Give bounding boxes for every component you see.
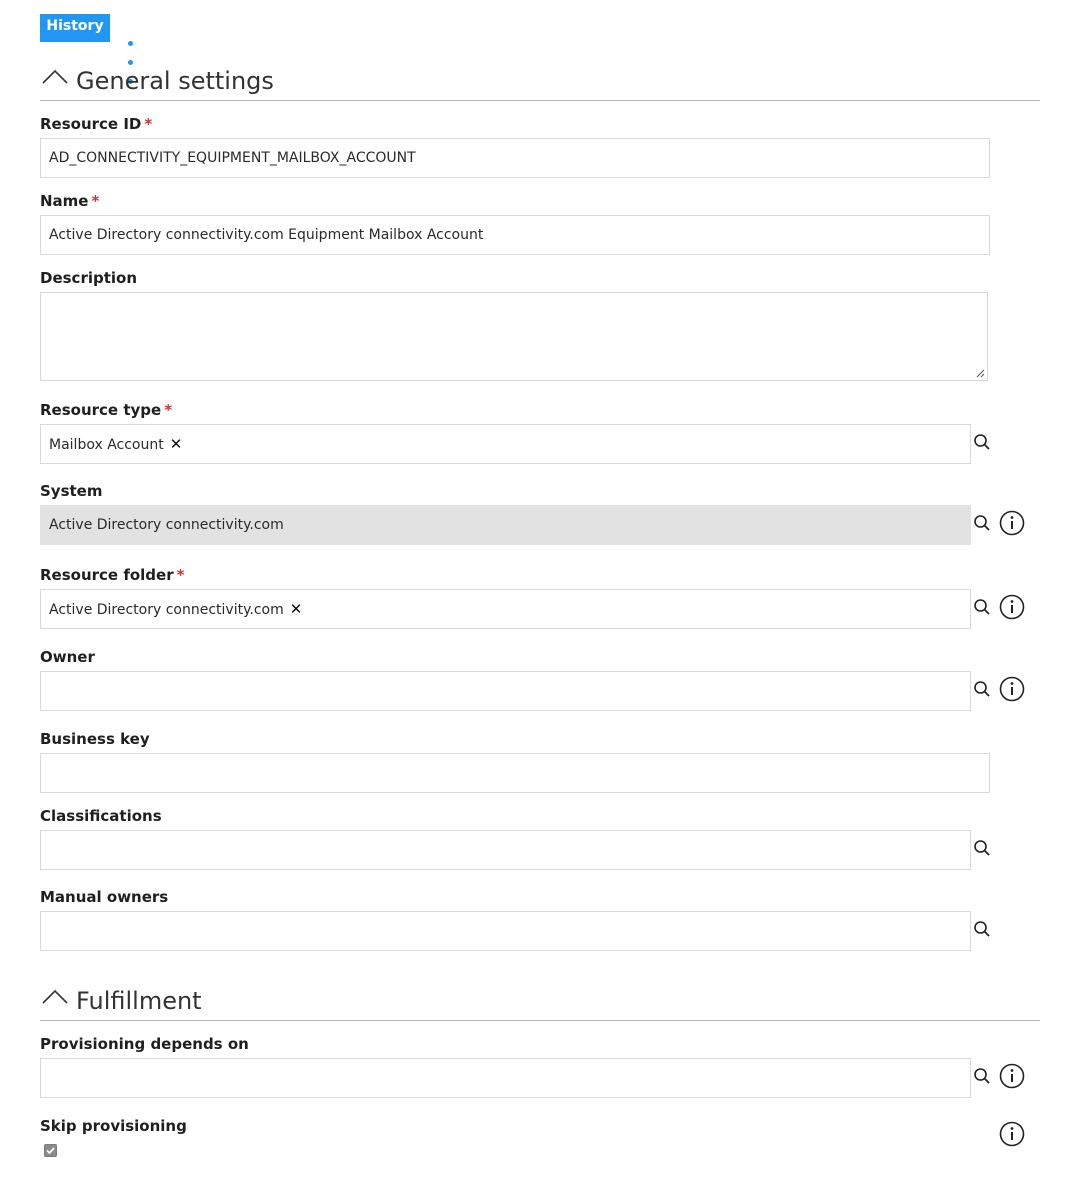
section-fulfillment (40, 986, 1040, 1021)
resource-type-chip: Mailbox Account (49, 437, 164, 453)
manual-owners-label: Manual owners (40, 888, 169, 906)
owner-label: Owner (40, 648, 95, 666)
resource-folder-chip: Active Directory connectivity.com (49, 602, 284, 618)
section-title: General settings (76, 67, 274, 95)
classifications-label: Classifications (40, 807, 162, 825)
required-marker: * (144, 115, 153, 133)
search-icon[interactable] (973, 433, 991, 451)
section-general-settings (40, 66, 1040, 101)
info-icon[interactable] (999, 1121, 1025, 1147)
resource-id-label: Resource ID * (40, 115, 153, 133)
resource-id-input[interactable]: AD_CONNECTIVITY_EQUIPMENT_MAILBOX_ACCOUNT (40, 138, 990, 178)
required-marker: * (164, 401, 173, 419)
resource-type-input[interactable] (40, 424, 971, 464)
skip-provisioning-label: Skip provisioning (40, 1117, 187, 1135)
resize-handle-icon[interactable] (976, 369, 985, 378)
collapse-chevron-icon[interactable] (42, 68, 68, 84)
info-icon[interactable] (999, 1063, 1025, 1089)
provisioning-depends-on-label: Provisioning depends on (40, 1035, 249, 1053)
system-input: Active Directory connectivity.com (40, 505, 971, 545)
required-marker: * (91, 192, 100, 210)
skip-provisioning-checkbox[interactable] (44, 1144, 57, 1157)
info-icon[interactable] (999, 676, 1025, 702)
remove-chip-icon[interactable]: ✕ (169, 435, 183, 453)
classifications-input[interactable] (40, 830, 971, 870)
name-label: Name * (40, 192, 100, 210)
resource-folder-input[interactable] (40, 589, 971, 629)
description-label: Description (40, 269, 138, 287)
name-input[interactable]: Active Directory connectivity.com Equipment Mailbox Account (40, 215, 990, 255)
resource-type-label: Resource type * (40, 401, 173, 419)
info-icon[interactable] (999, 510, 1025, 536)
remove-chip-icon[interactable]: ✕ (289, 600, 303, 618)
business-key-label: Business key (40, 730, 150, 748)
provisioning-depends-on-input[interactable] (40, 1058, 971, 1098)
search-icon[interactable] (973, 598, 991, 616)
section-title: Fulfillment (76, 987, 202, 1015)
search-icon[interactable] (973, 1067, 991, 1085)
owner-input[interactable] (40, 671, 971, 711)
search-icon[interactable] (973, 920, 991, 938)
manual-owners-input[interactable] (40, 911, 971, 951)
business-key-input[interactable] (40, 753, 990, 793)
system-label: System (40, 482, 103, 500)
search-icon[interactable] (973, 839, 991, 857)
search-icon[interactable] (973, 514, 991, 532)
search-icon[interactable] (973, 680, 991, 698)
required-marker: * (176, 566, 185, 584)
tab-history[interactable]: History (40, 14, 110, 42)
description-textarea[interactable] (40, 292, 988, 381)
checkmark-icon (45, 1145, 56, 1156)
collapse-chevron-icon[interactable] (42, 988, 68, 1004)
resource-folder-label: Resource folder * (40, 566, 185, 584)
info-icon[interactable] (999, 594, 1025, 620)
